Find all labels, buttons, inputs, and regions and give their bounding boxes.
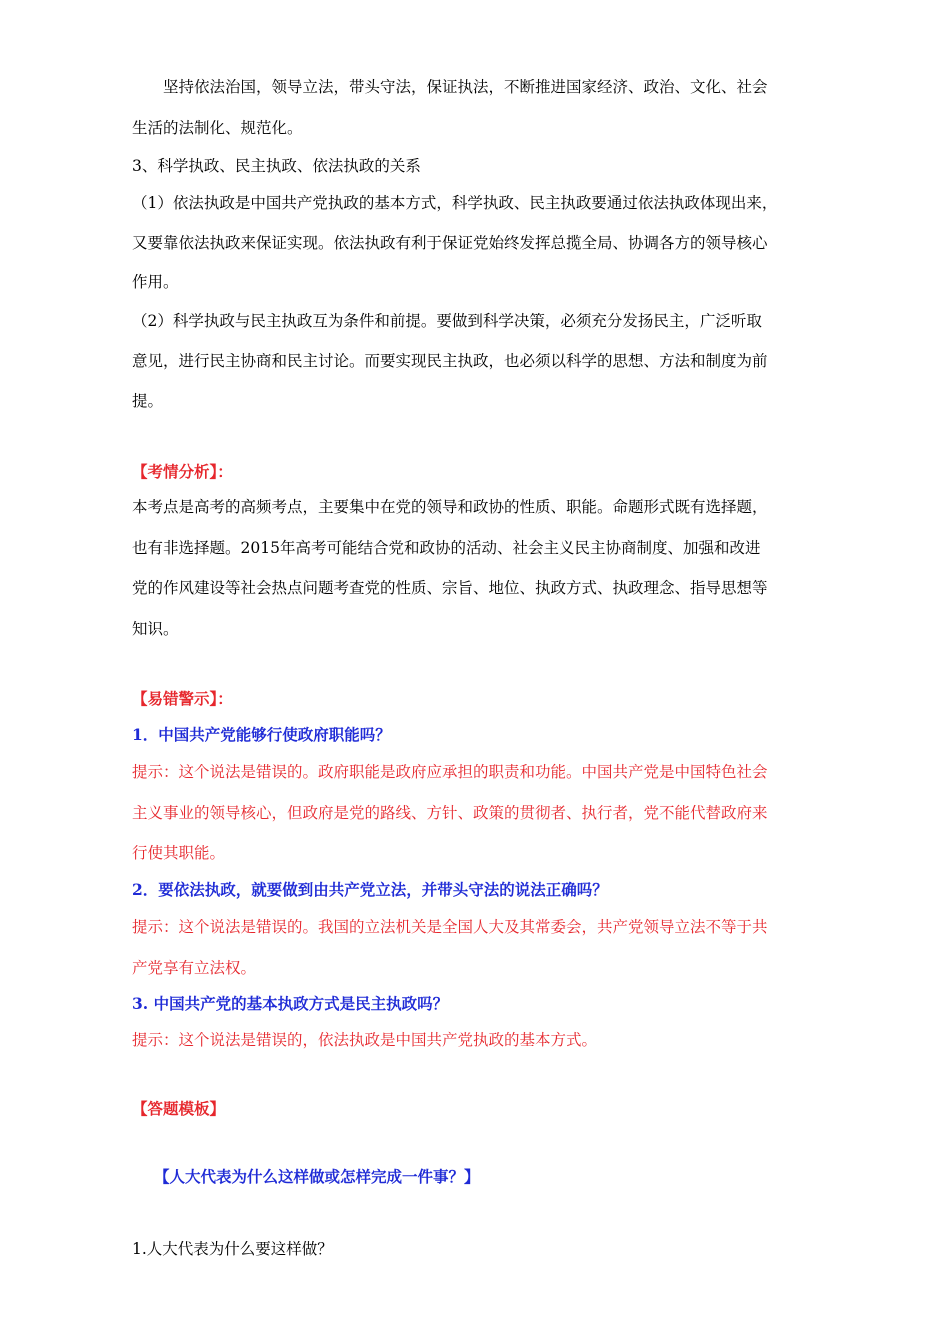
heading-3: 3、科学执政、民主执政、依法执政的关系: [132, 157, 421, 175]
template-subtitle: 【人大代表为什么这样做或怎样完成一件事？】: [154, 1167, 480, 1186]
yicuo-question-2: 2．要依法执政，就要做到由共产党立法，并带头守法的说法正确吗？: [132, 880, 608, 899]
template-question-1: 1.人大代表为什么要这样做？: [132, 1240, 333, 1258]
kaoqing-title: 【考情分析】：: [132, 462, 233, 481]
kaoqing-line4: 知识。: [132, 620, 179, 638]
yicuo-answer-3-line1: 提示：这个说法是错误的，依法执政是中国共产党执政的基本方式。: [132, 1031, 598, 1049]
yicuo-answer-2-line1: 提示：这个说法是错误的。我国的立法机关是全国人大及其常委会，共产党领导立法不等于共: [132, 918, 768, 936]
item1-line3: 作用。: [132, 273, 179, 291]
item2-line2: 意见，进行民主协商和民主讨论。而要实现民主执政，也必须以科学的思想、方法和制度为前: [132, 352, 768, 370]
yicuo-answer-2-line2: 产党享有立法权。: [132, 959, 257, 977]
kaoqing-line2: 也有非选择题。2015年高考可能结合党和政协的活动、社会主义民主协商制度、加强和改进: [132, 539, 761, 557]
item2-line1: （2）科学执政与民主执政互为条件和前提。要做到科学决策，必须充分发扬民主，广泛听取: [132, 312, 762, 330]
yicuo-question-1: 1．中国共产党能够行使政府职能吗？: [132, 725, 391, 744]
kaoqing-line1: 本考点是高考的高频考点，主要集中在党的领导和政协的性质、职能。命题形式既有选择题，: [132, 498, 768, 516]
item2-line3: 提。: [132, 392, 164, 410]
kaoqing-line3: 党的作风建设等社会热点问题考查党的性质、宗旨、地位、执政方式、执政理念、指导思想等: [132, 579, 768, 597]
item1-line1: （1）依法执政是中国共产党执政的基本方式，科学执政、民主执政要通过依法执政体现出来，: [132, 194, 778, 212]
item1-line2: 又要靠依法执政来保证实现。依法执政有利于保证党始终发挥总揽全局、协调各方的领导核心: [132, 234, 768, 252]
yicuo-title: 【易错警示】：: [132, 689, 233, 708]
yicuo-answer-1-line2: 主义事业的领导核心，但政府是党的路线、方针、政策的贯彻者、执行者，党不能代替政府来: [132, 804, 768, 822]
template-title: 【答题模板】: [132, 1099, 226, 1118]
yicuo-answer-1-line1: 提示：这个说法是错误的。政府职能是政府应承担的职责和功能。中国共产党是中国特色社会: [132, 763, 768, 781]
yicuo-question-3: 3. 中国共产党的基本执政方式是民主执政吗？: [132, 994, 449, 1013]
para1-line2: 生活的法制化、规范化。: [132, 119, 303, 137]
yicuo-answer-1-line3: 行使其职能。: [132, 844, 226, 862]
para1-line1: 坚持依法治国，领导立法，带头守法，保证执法，不断推进国家经济、政治、文化、社会: [163, 78, 768, 96]
